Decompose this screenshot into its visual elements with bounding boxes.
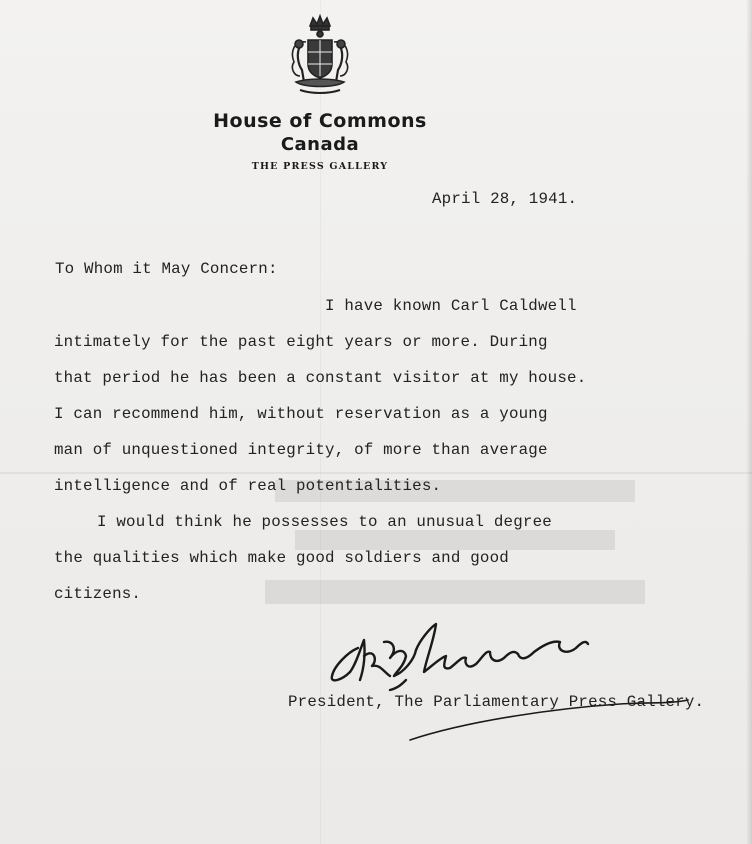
body-line: that period he has been a constant visitor at my house. (54, 369, 587, 387)
letterhead-institution: House of Commons (213, 110, 427, 132)
royal-coat-of-arms-icon (286, 12, 354, 96)
body-line: citizens. (54, 585, 142, 603)
body-line: I can recommend him, without reservation as a young (54, 405, 548, 423)
handwritten-signature (320, 600, 700, 750)
letter-date: April 28, 1941. (432, 190, 578, 208)
letterhead-country: Canada (280, 134, 360, 155)
letter-salutation: To Whom it May Concern: (55, 260, 278, 278)
body-line: intelligence and of real potentialities. (54, 477, 442, 495)
body-line: I would think he possesses to an unusual degree (97, 513, 552, 531)
body-line: the qualities which make good soldiers and good (54, 549, 509, 567)
paper-edge-shadow (746, 0, 752, 844)
letterhead-department: THE PRESS GALLERY (251, 161, 389, 172)
signatory-title: President, The Parliamentary Press Gallery. (288, 693, 705, 711)
body-line: intimately for the past eight years or more. During (54, 333, 548, 351)
body-line: man of unquestioned integrity, of more than average (54, 441, 548, 459)
body-line: I have known Carl Caldwell (325, 297, 577, 315)
paper-fold (0, 472, 752, 474)
